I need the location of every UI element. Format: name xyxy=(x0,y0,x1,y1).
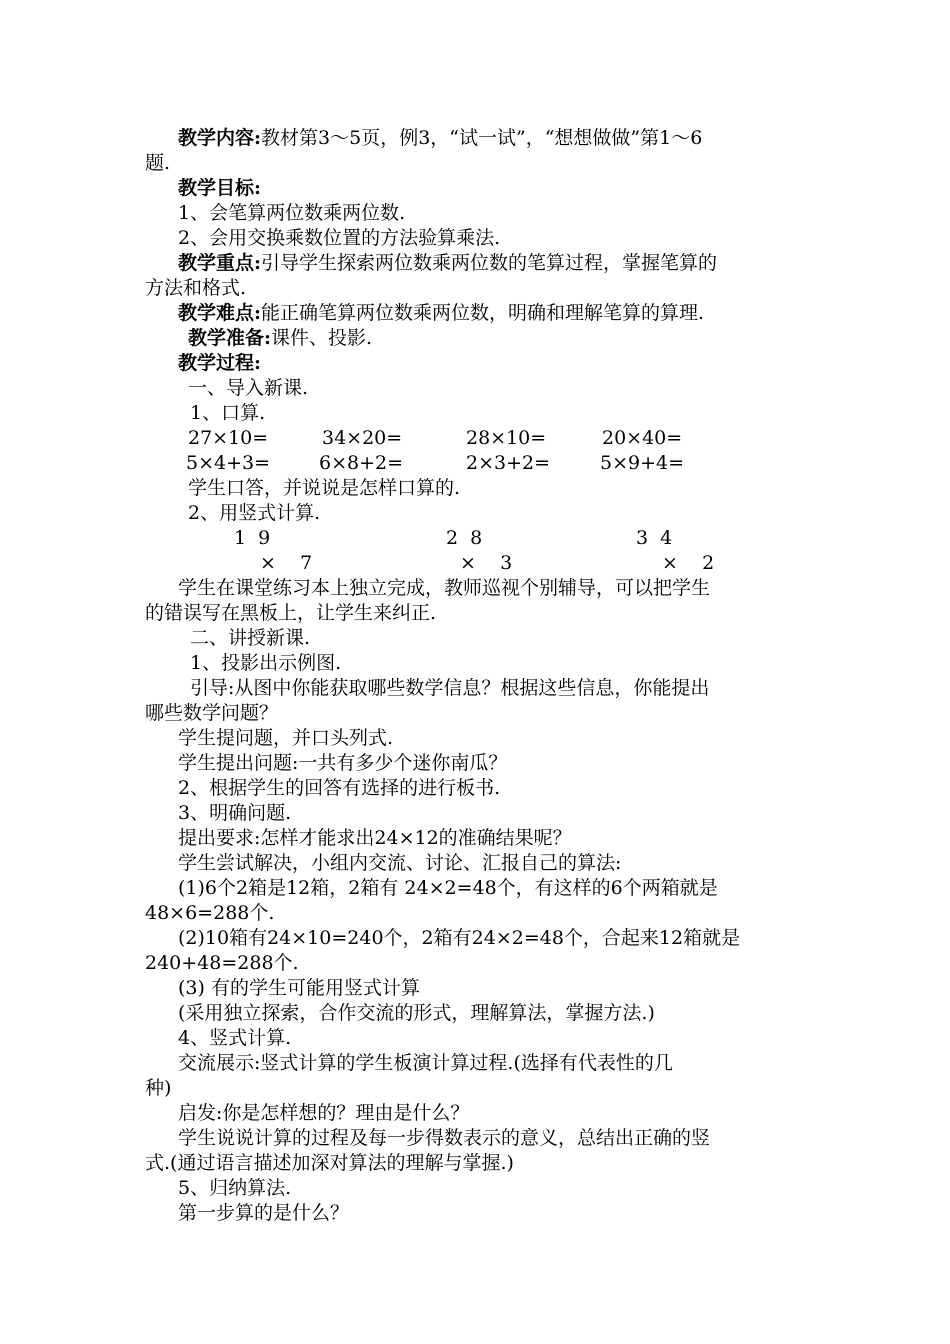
vertical-top: 1 9 xyxy=(234,527,271,549)
content-line-1 xyxy=(145,126,815,150)
guide-line-1: 引导:从图中你能获取哪些数学信息？根据这些信息，你能提出 xyxy=(190,677,710,699)
paragraph: 学生提问题，并口头列式. xyxy=(178,727,394,749)
vertical-bottom: × 3 xyxy=(460,552,513,574)
paragraph: 4、竖式计算. xyxy=(178,1027,292,1049)
oral-row1-cell: 20×40= xyxy=(602,427,683,449)
prep-text: 课件、投影. xyxy=(271,327,373,349)
oral-title: 1、口算. xyxy=(190,402,266,424)
vertical-note-line-2: 的错误写在黑板上，让学生来纠正. xyxy=(145,602,437,624)
step-1: 1、投影出示例图. xyxy=(190,652,342,674)
paragraph: 3、明确问题. xyxy=(178,802,292,824)
oral-row2-cell: 5×4+3= xyxy=(186,452,271,474)
difficulty-text: 能正确笔算两位数乘两位数，明确和理解笔算的算理. xyxy=(261,302,705,324)
vertical-top: 3 4 xyxy=(636,527,673,549)
process-label: 教学过程: xyxy=(178,352,262,374)
vertical-top: 2 8 xyxy=(446,527,483,549)
vertical-bottom: × 7 xyxy=(260,552,313,574)
oral-note: 学生口答，并说说是怎样口算的. xyxy=(188,477,461,499)
part2-title: 二、讲授新课. xyxy=(190,627,311,649)
method-2-line-1: (2)10箱有24×10=240个，2箱有24×2=48个，合起来12箱就是 xyxy=(178,927,741,949)
prep-label: 教学准备: xyxy=(188,327,272,349)
paragraph: 学生提出问题:一共有多少个迷你南瓜？ xyxy=(178,752,508,774)
method-1-line-1: (1)6个2箱是12箱，2箱有 24×2=48个，有这样的6个两箱就是 xyxy=(178,877,718,899)
oral-row2-cell: 6×8+2= xyxy=(319,452,404,474)
exchange-line-2: 种) xyxy=(145,1077,172,1099)
content-label: 教学内容: xyxy=(178,127,262,149)
guide-line-2: 哪些数学问题？ xyxy=(145,702,279,724)
summary-line-2: 式.(通过语言描述加深对算法的理解与掌握.) xyxy=(145,1152,514,1174)
paragraph: 5、归纳算法. xyxy=(178,1177,292,1199)
difficulty-line xyxy=(145,301,815,325)
goals-label: 教学目标: xyxy=(178,177,262,199)
paragraph: (采用独立探索，合作交流的形式，理解算法，掌握方法.) xyxy=(178,1002,655,1024)
oral-row2-cell: 5×9+4= xyxy=(600,452,685,474)
vertical-title: 2、用竖式计算. xyxy=(188,502,321,524)
oral-row1-cell: 27×10= xyxy=(188,427,269,449)
part1-title: 一、导入新课. xyxy=(188,377,309,399)
content-line-2: 题. xyxy=(145,152,171,174)
method-3: (3) 有的学生可能用竖式计算 xyxy=(178,977,420,999)
goal-item-1: 1、会笔算两位数乘两位数. xyxy=(178,202,406,224)
difficulty-label: 教学难点: xyxy=(178,302,262,324)
vertical-note-line-1: 学生在课堂练习本上独立完成，教师巡视个别辅导，可以把学生 xyxy=(178,577,711,599)
goal-item-2: 2、会用交换乘数位置的方法验算乘法. xyxy=(178,227,501,249)
paragraph: 提出要求:怎样才能求出24×12的准确结果呢？ xyxy=(178,827,572,849)
keypoint-text: 引导学生探索两位数乘两位数的笔算过程，掌握笔算的 xyxy=(261,252,718,274)
exchange-line-1: 交流展示:竖式计算的学生板演计算过程.(选择有代表性的几 xyxy=(178,1052,673,1074)
content-text: 教材第3～5页，例3，“试一试”，“想想做做”第1～6 xyxy=(261,127,703,149)
prep-line xyxy=(145,326,815,350)
oral-row2-cell: 2×3+2= xyxy=(466,452,551,474)
vertical-bottom: × 2 xyxy=(662,552,715,574)
oral-row1-cell: 34×20= xyxy=(322,427,403,449)
oral-row1-cell: 28×10= xyxy=(466,427,547,449)
keypoint-line-2: 方法和格式. xyxy=(145,277,247,299)
method-1-line-2: 48×6=288个. xyxy=(145,902,275,924)
paragraph: 第一步算的是什么？ xyxy=(178,1202,350,1224)
paragraph: 启发:你是怎样想的？理由是什么？ xyxy=(178,1102,470,1124)
keypoint-line-1 xyxy=(145,251,815,275)
paragraph: 学生尝试解决，小组内交流、讨论、汇报自己的算法: xyxy=(178,852,622,874)
keypoint-label: 教学重点: xyxy=(178,252,262,274)
summary-line-1: 学生说说计算的过程及每一步得数表示的意义，总结出正确的竖 xyxy=(178,1127,711,1149)
paragraph: 2、根据学生的回答有选择的进行板书. xyxy=(178,777,501,799)
method-2-line-2: 240+48=288个. xyxy=(145,952,299,974)
